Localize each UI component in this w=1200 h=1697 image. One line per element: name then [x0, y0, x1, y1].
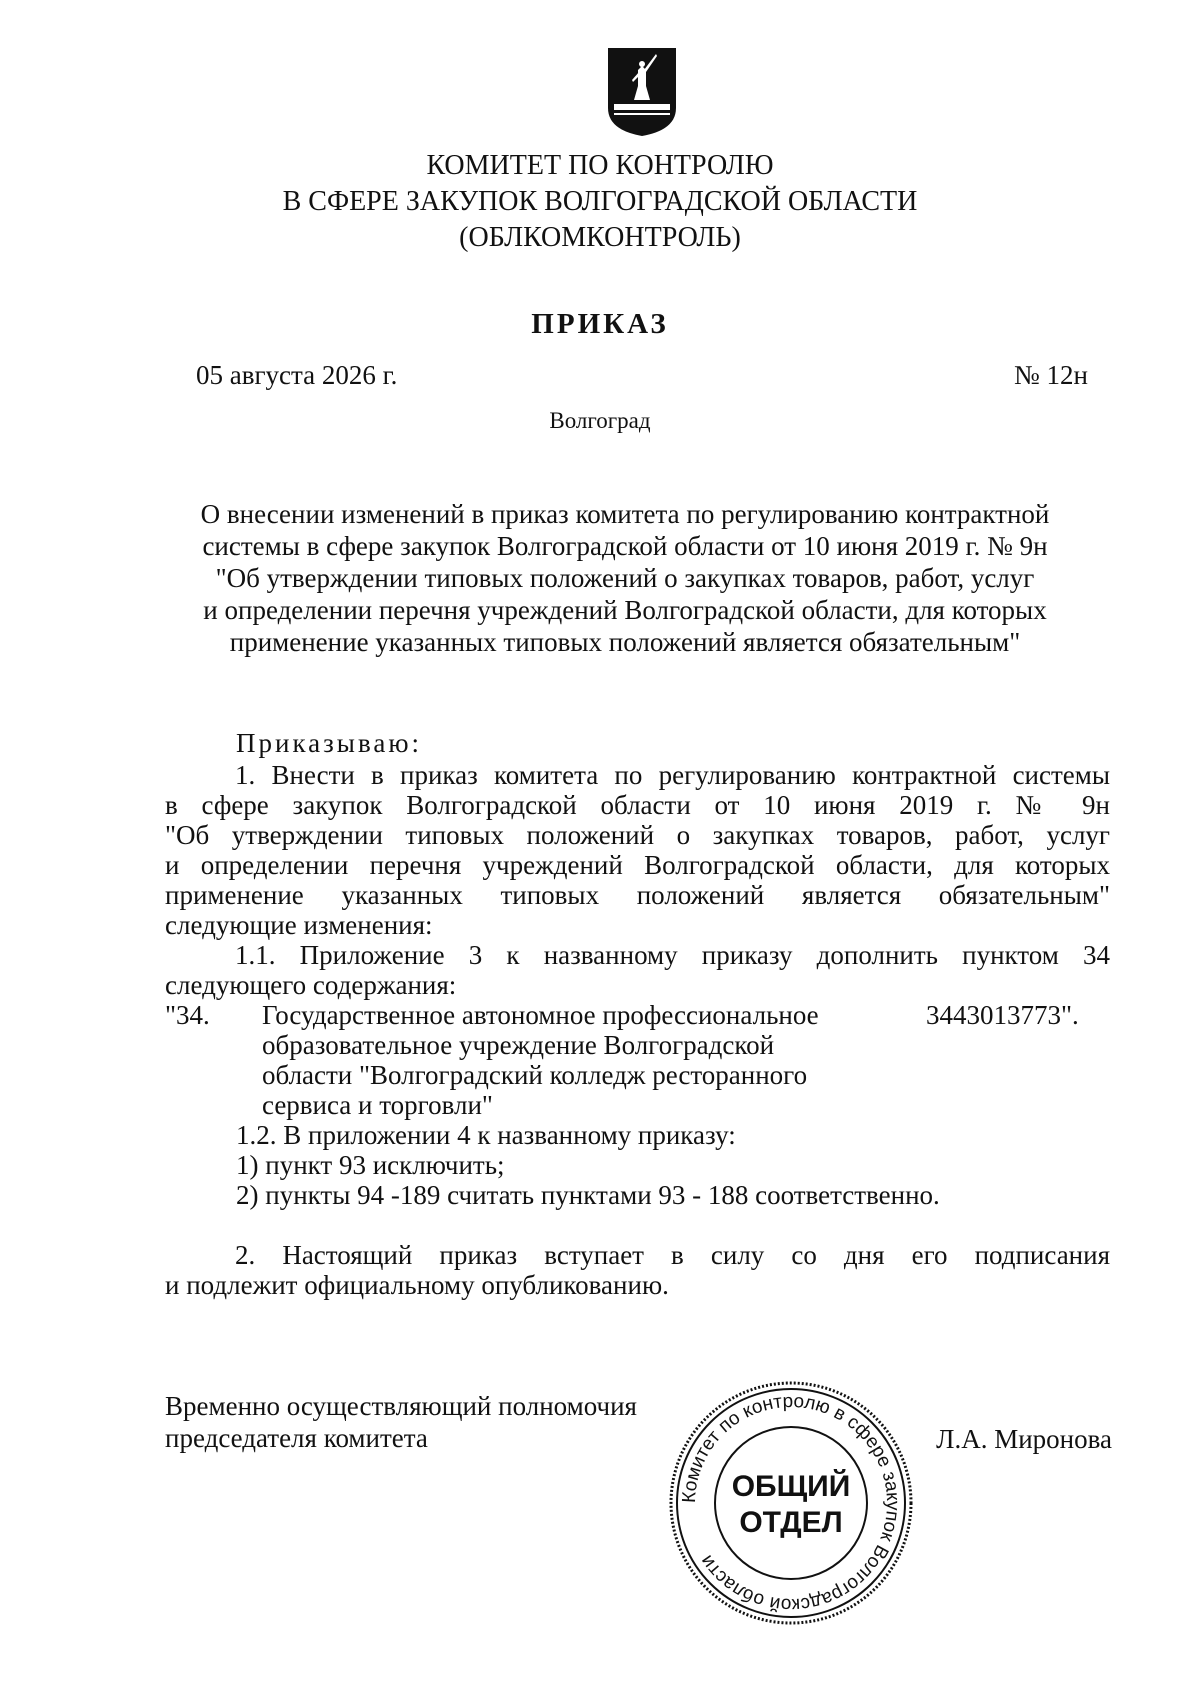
subject-line: применение указанных типовых положений является обязательным" — [229, 627, 1021, 657]
subject-line: и определении перечня учреждений Волгоградской области, для которых — [203, 595, 1047, 625]
document-subject — [150, 498, 1100, 658]
item-line: образовательное учреждение Волгоградской — [262, 1030, 775, 1060]
signatory-name: Л.А. Миронова — [936, 1424, 1112, 1454]
item-number: "34. — [165, 1000, 210, 1030]
paragraph-line: в сфере закупок Волгоградской области от 10 июня 2019 г. № 9н — [165, 790, 1110, 820]
paragraph-1-2 — [236, 1120, 1106, 1210]
paragraph-line: следующего содержания: — [165, 970, 457, 1000]
paragraph-line: 2) пункты 94 -189 считать пунктами 93 - 188 соответственно. — [236, 1180, 940, 1210]
stamp-ring-text: Комитет по контролю в сфере закупок Волгоградской области — [678, 1390, 904, 1616]
document-number: № 12н — [1014, 360, 1088, 390]
paragraph-line: и определении перечня учреждений Волгоградской области, для которых — [165, 850, 1110, 880]
subject-line: О внесении изменений в приказ комитета по регулированию контрактной — [200, 499, 1050, 529]
stamp-center-line-1: ОБЩИЙ — [731, 1470, 851, 1503]
coat-of-arms-emblem — [606, 46, 678, 138]
stamp-center-line-2: ОТДЕЛ — [739, 1506, 843, 1539]
item-line: Государственное автономное профессиональное — [262, 1000, 819, 1030]
paragraph-line: 1. Внести в приказ комитета по регулированию контрактной системы — [235, 760, 1110, 790]
item-line: области "Волгоградский колледж ресторанного — [262, 1060, 808, 1090]
subject-line: системы в сфере закупок Волгоградской области от 10 июня 2019 г. № 9н — [202, 531, 1048, 561]
item-description — [262, 1000, 902, 1120]
paragraph-line: 2. Настоящий приказ вступает в силу со дня его подписания — [235, 1240, 1110, 1270]
paragraph-1 — [165, 760, 1110, 940]
document-type-title: ПРИКАЗ — [531, 308, 669, 340]
document-city: Волгоград — [549, 408, 651, 433]
paragraph-line: и подлежит официальному опубликованию. — [165, 1270, 669, 1300]
document-date: 05 августа 2026 г. — [196, 360, 398, 390]
subject-line: "Об утверждении типовых положений о закупках товаров, работ, услуг — [215, 563, 1035, 593]
item-inn: 3443013773". — [926, 1000, 1079, 1030]
order-word: Приказываю: — [236, 728, 422, 758]
paragraph-line: применение указанных типовых положений является обязательным" — [165, 880, 1110, 910]
position-line: председателя комитета — [165, 1423, 428, 1453]
paragraph-line: 1) пункт 93 исключить; — [236, 1150, 505, 1180]
paragraph-1-1 — [165, 940, 1110, 1000]
org-line-3: (ОБЛКОМКОНТРОЛЬ) — [459, 222, 741, 253]
paragraph-line: следующие изменения: — [165, 910, 433, 940]
organization-name — [0, 148, 1200, 256]
position-line: Временно осуществляющий полномочия — [165, 1391, 637, 1421]
paragraph-2 — [165, 1240, 1110, 1300]
paragraph-line: 1.1. Приложение 3 к названному приказу дополнить пунктом 34 — [235, 940, 1110, 970]
paragraph-line: 1.2. В приложении 4 к названному приказу: — [236, 1120, 736, 1150]
item-line: сервиса и торговли" — [262, 1090, 493, 1120]
org-line-1: КОМИТЕТ ПО КОНТРОЛЮ — [426, 150, 774, 181]
org-line-2: В СФЕРЕ ЗАКУПОК ВОЛГОГРАДСКОЙ ОБЛАСТИ — [282, 186, 918, 217]
official-stamp — [666, 1378, 916, 1628]
paragraph-line: "Об утверждении типовых положений о закупках товаров, работ, услуг — [165, 820, 1110, 850]
signatory-position — [165, 1390, 637, 1454]
